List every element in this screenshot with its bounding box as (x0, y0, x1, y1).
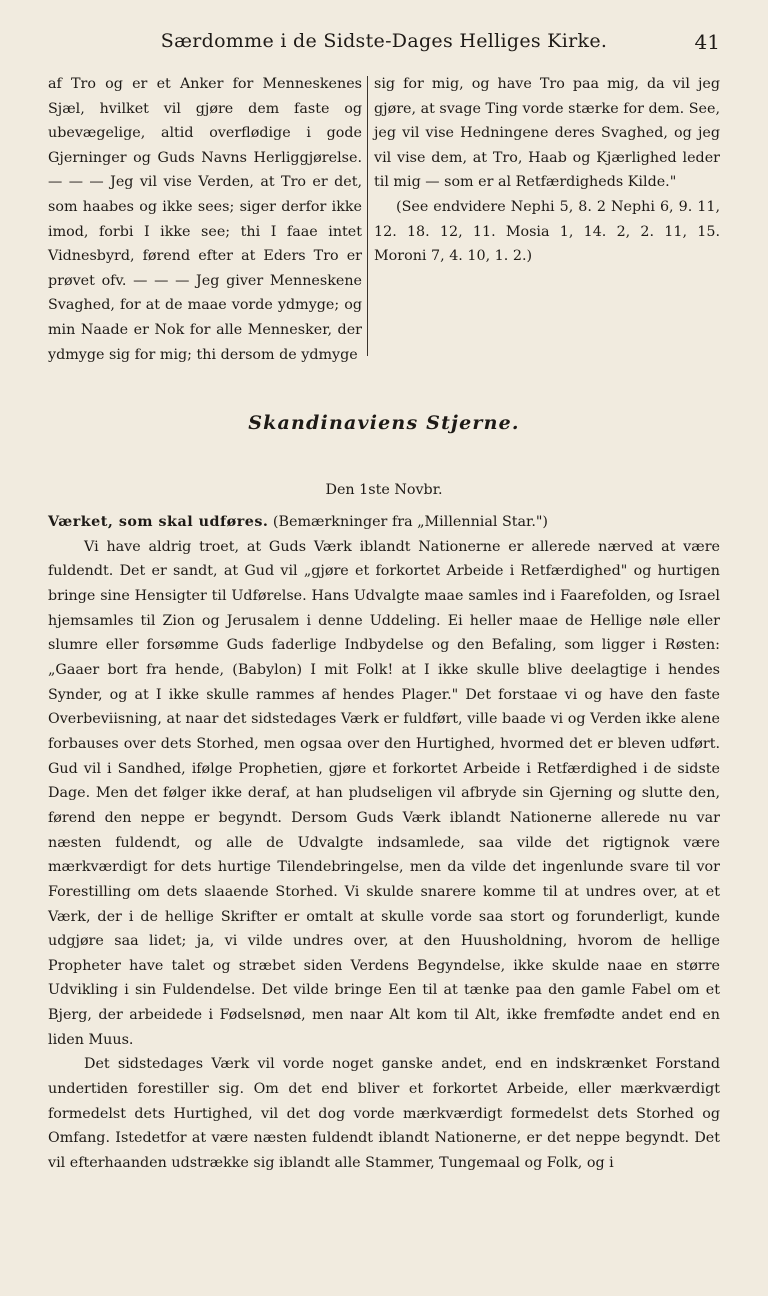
article-paragraph: Det sidstedages Værk vil vorde noget ganske andet, end en indskrænket Forstand undertiden forestiller sig. Om det end bliver et forkortet Arbeide, eller mærkværdigt formedelst dets Hurtighed, vil det dog vorde mærkværdigt formedelst dets Storhed og Omfang. Istedetfor at være næsten fuldendt iblandt Nationerne, er det neppe begyndt. Det vil efterhaanden udstrække sig iblandt alle Stammer, Tungemaal og Folk, og i (48, 1056, 720, 1172)
dateline: Den 1ste Novbr. (325, 482, 443, 498)
article-source: (Bemærkninger fra „Millennial Star.") (272, 514, 549, 530)
running-title: Særdomme i de Sidste-Dages Helliges Kirke. (160, 30, 608, 52)
right-column (374, 72, 720, 269)
right-column-text: sig for mig, og have Tro paa mig, da vil jeg gjøre, at svage Ting vorde stærke for dem. See, jeg vil vise Hedningene deres Svaghed, og jeg vil vise dem, at Tro, Haab og Kjærlighed leder til mig — som er al Retfærdigheds Kilde." (374, 76, 720, 191)
article-heading: Værket, som skal udføres. (48, 514, 269, 530)
article-paragraph: Vi have aldrig troet, at Guds Værk iblandt Nationerne er allerede nærved at være fuldendt. Det er sandt, at Gud vil „gjøre et forkortet Arbeide i Retfærdighed" og hurtigen bringe sine Hensigter til Udførelse. Hans Udvalgte maae samles ind i Faarefolden, og Israel hjemsamles til Zion og Jerusalem i denne Uddeling. Ei heller maae de Hellige nøle eller slumre eller forsømme Guds faderlige Indbydelse og den Befaling, som ligger i Røsten: „Gaaer bort fra hende, (Babylon) I mit Folk! at I ikke skulle blive deelagtige i hendes Synder, og at I ikke skulle rammes af hendes Plager." Det forstaae vi og have den faste Overbeviisning, at naar det sidstedages Værk er fuldført, ville baade vi og Verden ikke alene forbauses over dets Storhed, men ogsaa over den Hurtighed, hvormed det er bleven udført. Gud vil i Sandhed, ifølge Prophetien, gjøre et forkortet Arbeide i Retfærdighed i de sidste Dage. Men det følger ikke deraf, at han pludseligen vil afbryde sin Gjerning og slutte den, førend den neppe er begyndt. Dersom Guds Værk iblandt Nationerne allerede nu var næsten fuldendt, og alle de Udvalgte indsamlede, saa vilde det rigtignok være mærkværdigt for dets hurtige Tilendebringelse, men da vilde det ingenlunde svare til vor Forestilling om dets slaaende Storhed. Vi skulde snarere komme til at undres over, at et Værk, der i de hellige Skrifter er omtalt at skulle vorde saa stort og forunderligt, kunde udgjøre saa lidet; ja, vi vilde undres over, at den Huusholdning, hvorom de hellige Propheter have talet og stræbet siden Verdens Begyndelse, ikke skulde naae en større Udvikling i sin Fuldendelse. Det vilde bringe Een til at tænke paa den gamle Fabel om et Bjerg, der arbeidede i Fødselsnød, men naar Alt kom til Alt, ikke fremfødte andet end en liden Muus. (48, 538, 720, 1048)
article-body (48, 510, 720, 1176)
column-divider (367, 76, 368, 356)
running-head (48, 30, 720, 60)
left-column (48, 72, 362, 367)
article-heading-line (48, 510, 720, 535)
left-column-text: af Tro og er et Anker for Menneskenes Sjæl, hvilket vil gjøre dem faste og ubevægelige, altid overflødige i gode Gjerninger og Guds Navns Herliggjørelse. — — — Jeg vil vise Verden, at Tro er det, som haabes og ikke sees; siger derfor ikke imod, forbi I ikke see; thi I faae intet Vidnesbyrd, førend efter at Eders Tro er prøvet ofv. — — — Jeg giver Menneskene Svaghed, for at de maae vorde ydmyge; og min Naade er Nok for alle Mennesker, der ydmyge sig for mig; thi dersom de ydmyge (48, 76, 362, 363)
page-number: 41 (694, 30, 720, 54)
two-column-block (48, 72, 720, 363)
scripture-references: (See endvidere Nephi 5, 8. 2 Nephi 6, 9. 11, 12. 18. 12, 11. Mosia 1, 14. 2, 2. 11, 15. Moroni 7, 4. 10, 1. 2.) (374, 198, 720, 265)
section-heading: Skandinaviens Stjerne. (248, 412, 520, 434)
